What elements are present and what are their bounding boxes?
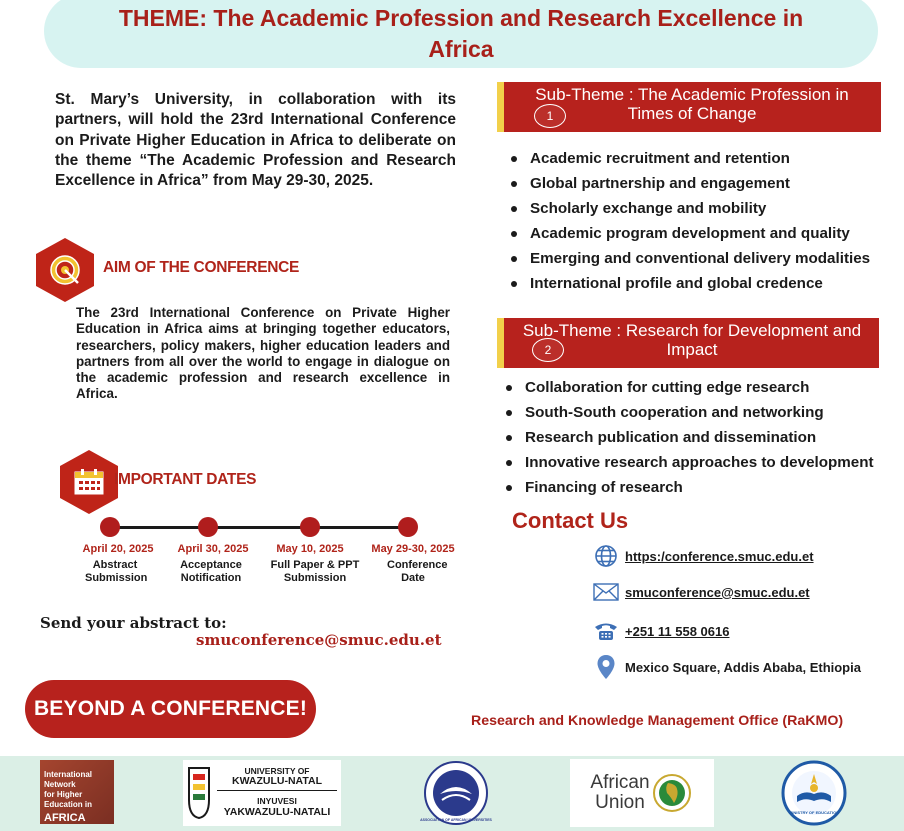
- list-item: South-South cooperation and networking: [506, 400, 874, 425]
- list-item: Emerging and conventional delivery modalities: [511, 246, 870, 271]
- ukzn-line: INYUVESI: [257, 796, 297, 806]
- mail-icon: [593, 579, 619, 605]
- subtheme-2-number: 2: [532, 338, 564, 362]
- inhea-logo: [40, 760, 114, 824]
- list-item: Research publication and dissemination: [506, 425, 874, 450]
- timeline-date: May 29-30, 2025: [371, 543, 455, 555]
- timeline-dot: [198, 517, 218, 537]
- contact-website-row[interactable]: [593, 543, 814, 569]
- subtheme-2-header: [497, 318, 879, 368]
- list-item: Academic program development and quality: [511, 221, 870, 246]
- ukzn-line: UNIVERSITY OF: [244, 766, 310, 776]
- dates-heading: IMPORTANT DATES: [114, 471, 257, 488]
- aau-logo-text: ASSOCIATION OF AFRICAN UNIVERSITIES: [420, 818, 492, 822]
- contact-title: Contact Us: [512, 508, 629, 533]
- contact-phone-row[interactable]: [593, 618, 729, 644]
- ministry-education-logo: [781, 760, 847, 826]
- timeline-date: April 30, 2025: [177, 543, 249, 555]
- inhea-line: International: [44, 770, 93, 779]
- beyond-conference-label: BEYOND A CONFERENCE!: [33, 697, 308, 720]
- office-name: Research and Knowledge Management Office (RaKMO): [471, 713, 844, 729]
- au-line: Union: [595, 792, 645, 813]
- timeline-dot: [398, 517, 418, 537]
- african-union-logo: [570, 759, 714, 827]
- partner-logo-strip: [0, 756, 904, 831]
- intro-paragraph: St. Mary’s University, in collaboration with its partners, will hold the 23rd International Conference on Private Higher Education in Africa to deliberate on the theme “The Academic Profession and Research Excellence in Africa” from May 29-30, 2025.: [55, 91, 456, 190]
- timeline-label: Full Paper & PPT Submission: [270, 559, 360, 584]
- timeline-dot: [300, 517, 320, 537]
- contact-email[interactable]: smuconference@smuc.edu.et: [625, 584, 810, 600]
- contact-email-row[interactable]: [593, 579, 810, 605]
- contact-website[interactable]: https:/conference.smuc.edu.et: [625, 548, 814, 564]
- list-item: Global partnership and engagement: [511, 171, 870, 196]
- list-item: Scholarly exchange and mobility: [511, 196, 870, 221]
- subtheme-1-header: [497, 82, 881, 132]
- au-line: African: [590, 772, 650, 793]
- globe-icon: [593, 543, 619, 569]
- inhea-line: Network: [44, 780, 76, 789]
- contact-address-row: [593, 654, 861, 680]
- send-abstract-label: Send your abstract to:: [40, 614, 227, 632]
- aim-heading: AIM OF THE CONFERENCE: [103, 259, 300, 276]
- location-pin-icon: [593, 654, 619, 680]
- moe-logo-text: MINISTRY OF EDUCATION: [788, 810, 840, 815]
- subtheme-2-title: Sub-Theme : Research for Development and Impact: [522, 321, 862, 359]
- inhea-line: Education in: [44, 800, 92, 809]
- contact-phone[interactable]: +251 11 558 0616: [625, 623, 730, 639]
- ukzn-crest-icon: [187, 766, 211, 820]
- inhea-line: AFRICA: [44, 812, 86, 824]
- calendar-icon: [60, 450, 118, 514]
- subtheme-1-list: [511, 146, 870, 296]
- phone-icon: [593, 618, 619, 644]
- send-abstract-email[interactable]: smuconference@smuc.edu.et: [196, 631, 442, 649]
- list-item: Academic recruitment and retention: [511, 146, 870, 171]
- list-item: Innovative research approaches to development: [506, 450, 874, 475]
- ukzn-logo: [183, 760, 341, 826]
- subtheme-1-number: 1: [534, 104, 566, 128]
- target-icon: [36, 238, 94, 302]
- ukzn-line: KWAZULU-NATAL: [231, 775, 322, 787]
- aim-paragraph: The 23rd International Conference on Private Higher Education in Africa aims at bringing together educators, researchers, policy makers, higher education leaders and partners from all over the world to engage in dialogue on the academic profession and research excellence in Africa.: [76, 305, 450, 402]
- ukzn-line: YAKWAZULU-NATALI: [223, 806, 331, 818]
- timeline-dot: [100, 517, 120, 537]
- subtheme-1-title: Sub-Theme : The Academic Profession in Times of Change: [535, 85, 849, 123]
- timeline-line: [108, 526, 410, 529]
- timeline-label: Conference Date: [387, 559, 448, 584]
- contact-address: Mexico Square, Addis Ababa, Ethiopia: [625, 659, 861, 675]
- list-item: Financing of research: [506, 475, 874, 500]
- beyond-conference-badge: [25, 680, 316, 738]
- theme-title: THEME: The Academic Profession and Research Excellence in Africa: [118, 5, 804, 62]
- aau-logo: [420, 760, 492, 826]
- inhea-line: for Higher: [44, 790, 83, 799]
- list-item: International profile and global credence: [511, 271, 870, 296]
- au-emblem-icon: [652, 773, 692, 813]
- timeline-label: Acceptance Notification: [180, 559, 242, 584]
- timeline-label: Abstract Submission: [85, 559, 148, 584]
- list-item: Collaboration for cutting edge research: [506, 375, 874, 400]
- subtheme-2-list: [506, 375, 874, 500]
- timeline-date: April 20, 2025: [82, 543, 154, 555]
- timeline-date: May 10, 2025: [276, 543, 344, 555]
- theme-banner: [44, 0, 878, 68]
